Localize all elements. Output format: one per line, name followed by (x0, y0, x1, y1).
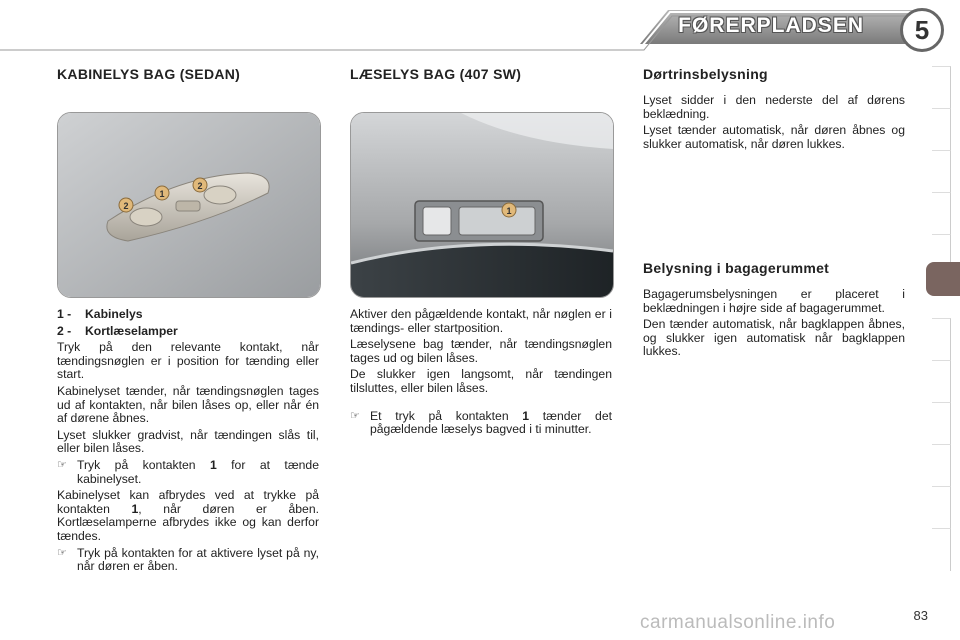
bullet-text: Et tryk på kontakten (370, 408, 523, 423)
legend-item (57, 308, 319, 322)
cabin-light-photo (57, 112, 321, 298)
watermark: carmanualsonline.info (640, 612, 836, 633)
paragraph: De slukker igen langsomt, når tændingen tilsluttes, eller bilen låses. (350, 367, 612, 395)
chapter-tab[interactable] (932, 444, 951, 487)
reading-light-text (350, 308, 612, 440)
photo-label: 1 (159, 189, 165, 199)
photo-label: 1 (506, 206, 512, 216)
reading-light-photo (350, 112, 614, 298)
paragraph: Lyset slukker gradvist, når tændingen slås til, eller bilen låses. (57, 427, 319, 456)
bullet-text: for at tænde kabinelyset. (77, 457, 319, 486)
paragraph: Lyset tænder automatisk, når døren åbnes og slukker automatisk, når døren lukkes. (643, 123, 905, 151)
paragraph: Kabinelyset kan afbrydes ved at trykke på kontakten (57, 488, 319, 516)
bullet-text: Tryk på kontakten for at aktivere lyset på ny, når døren er åben. (77, 545, 319, 574)
bullet-item (350, 410, 612, 437)
section-heading: Belysning i bagagerummet (643, 260, 830, 276)
chapter-tab[interactable] (932, 150, 951, 193)
section-heading: KABINELYS BAG (SEDAN) (57, 66, 241, 82)
chapter-tab[interactable] (932, 402, 951, 445)
paragraph: Bagagerumsbelysningen er placeret i beklædningen i højre side af bagagerummet. (643, 287, 905, 315)
paragraph: Den tænder automatisk, når bagklappen åbnes, og slukker igen automatisk når bagklappen lukkes. (643, 317, 905, 359)
switch-number: 1 (209, 457, 217, 472)
column-reading-light (350, 66, 612, 82)
photo-label: 2 (123, 201, 129, 211)
legend-item (57, 325, 319, 339)
chapter-tab[interactable] (932, 108, 951, 151)
chapter-tab[interactable] (932, 486, 951, 529)
paragraph: Læselysene bag tænder, når tændingsnøglen tages ud og bilen låses. (350, 337, 612, 365)
bullet-item (57, 547, 319, 574)
section-heading: Dørtrinsbelysning (643, 66, 768, 82)
cabin-light-text (57, 308, 319, 577)
switch-number: 1 (131, 501, 139, 516)
chapter-tab[interactable] (932, 528, 951, 571)
chapter-tab[interactable] (932, 66, 951, 109)
chapter-title: FØRERPLADSEN (678, 14, 864, 37)
pointing-hand-icon: ☞ (350, 409, 360, 422)
chapter-header (0, 0, 960, 56)
paragraph: Aktiver den pågældende kontakt, når nøglen er i tændings- eller startposition. (350, 307, 612, 335)
chapter-tab[interactable] (932, 360, 951, 403)
chapter-number-badge: 5 (900, 8, 944, 52)
bullet-text: Tryk på kontakten (77, 457, 210, 472)
photo-label: 2 (197, 181, 203, 191)
chapter-tabs (926, 66, 960, 574)
chapter-tab[interactable] (932, 192, 951, 235)
column-door-boot-light (643, 66, 905, 154)
paragraph: Lyset sidder i den nederste del af dørens beklædning. (643, 93, 905, 121)
legend-label: Kortlæselamper (85, 323, 178, 338)
paragraph: Tryk på den relevante kontakt, når tændingsnøglen er i position for tænding eller start. (57, 340, 319, 382)
legend-label: Kabinelys (85, 307, 143, 321)
bullet-text: tænder det pågældende læselys bagved i ti minutter. (370, 408, 612, 437)
legend-number: 1 - (57, 307, 72, 321)
column-cabin-light (57, 66, 319, 82)
chapter-tab[interactable] (932, 318, 951, 361)
chapter-tab-active[interactable] (926, 262, 960, 296)
section-heading: LÆSELYS BAG (407 SW) (350, 66, 522, 82)
pointing-hand-icon: ☞ (57, 546, 67, 559)
bullet-item (57, 459, 319, 486)
switch-number: 1 (522, 408, 530, 423)
legend-number: 2 - (57, 323, 72, 338)
paragraph: Kabinelyset tænder, når tændingsnøglen tages ud af kontakten, når bilen låses op, eller når én af dørene åbnes. (57, 383, 319, 426)
page-number: 83 (913, 608, 928, 623)
pointing-hand-icon: ☞ (57, 458, 67, 471)
paragraph: , når døren er åben. Kortlæselamperne afbrydes ikke og kan derfor tændes. (57, 501, 319, 543)
boot-light-section (643, 260, 905, 362)
